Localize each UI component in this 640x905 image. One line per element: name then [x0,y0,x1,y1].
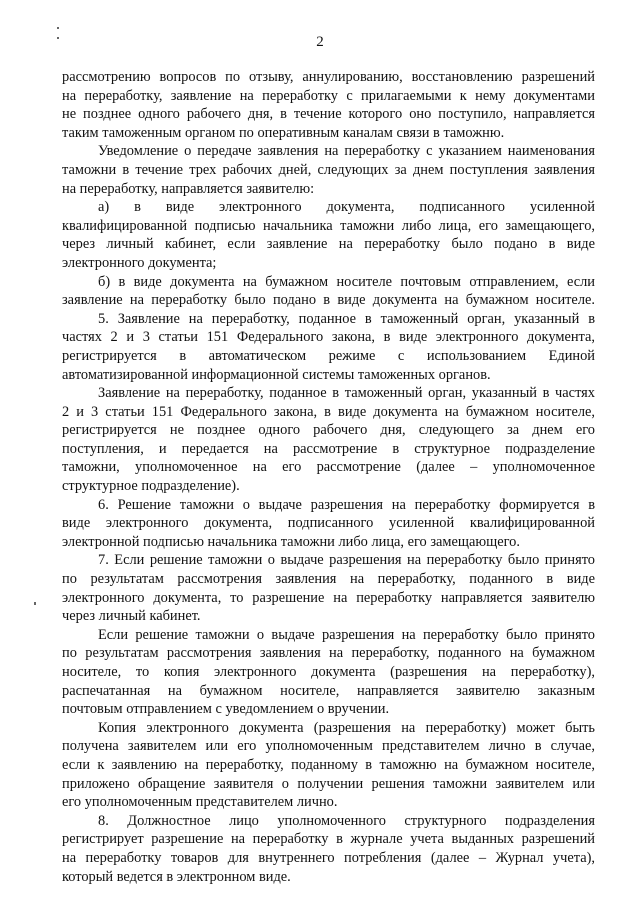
text-line: поступления, и передается на рассмотрение в структурное подразделение [62,440,595,457]
text-line: таким таможенным органом по оперативным каналам связи в таможню. [62,124,505,141]
text-line: на переработку, заявление на переработку с прилагаемыми к нему документами [62,87,595,104]
text-line: через личный кабинет, если заявление на переработку было подано в виде [62,236,595,253]
text-line: Если решение таможни о выдаче разрешения на переработку было принято [98,626,595,643]
text-line: его уполномоченным представителем лично. [62,794,338,811]
text-line: автоматизированной информационной системы таможенных органов. [62,366,491,383]
document-body [62,68,595,886]
text-line: почтовым отправлением с уведомлением о вручении. [62,701,390,718]
text-line: регистрируется в автоматическом режиме с использованием Единой [62,347,595,364]
text-line: 5. Заявление на переработку, поданное в таможенный орган, указанный в [98,310,595,327]
scan-speck [57,27,59,29]
text-line: по результатам рассмотрения заявления на переработку, поданного на бумажном [62,645,595,662]
text-line: а) в виде электронного документа, подписанного усиленной [98,199,595,216]
text-line: электронного документа; [62,254,217,271]
text-line: получена заявителем или его уполномоченным представителем лично в случае, [62,738,595,755]
text-line: носителе, то копия электронного документа (разрешения на переработку), [62,664,595,680]
scan-speck [57,37,59,39]
text-line: который ведется в электронном виде. [62,868,291,885]
text-line: Копия электронного документа (разрешения на переработку) может быть [98,719,595,736]
text-line: квалифицированной подписью начальника таможни либо лица, его замещающего, [62,217,595,234]
text-line: рассмотрению вопросов по отзыву, аннулированию, восстановлению разрешений [62,69,595,85]
text-line: если к заявлению на переработку, поданному в таможню на бумажном носителе, [62,756,595,773]
scan-speck [34,602,36,605]
text-line: заявление на переработку было подано в виде документа на бумажном носителе. [62,292,595,309]
text-line: регистрируется не позднее одного рабочего дня, следующего за днем его [62,422,595,439]
page-number: 2 [316,34,324,50]
text-line: на переработку товаров для внутреннего потребления (далее – Журнал учета), [62,849,595,866]
text-line: на переработку, направляется заявителю: [62,180,315,197]
text-line: виде электронного документа, подписанного усиленной квалифицированной [62,515,595,532]
text-line: регистрирует разрешение на переработку в журнале учета выданных разрешений [62,831,595,848]
text-line: таможни, уполномоченное на его рассмотрение (далее – уполномоченное [62,459,595,476]
text-line: по результатам рассмотрения заявления на переработку, поданного в виде [62,571,595,588]
text-line: не позднее одного рабочего дня, в течение которого оно поступило, направляется [62,106,595,123]
text-line: таможни в течение трех рабочих дней, следующих за днем поступления заявления [62,161,595,178]
text-line: приложено обращение заявителя о получении решения таможни заявителем или [62,775,595,792]
text-line: 7. Если решение таможни о выдаче разрешения на переработку было принято [98,552,595,569]
text-line: 2 и 3 статьи 151 Федерального закона, в виде документа на бумажном носителе, [62,403,595,420]
text-line: 8. Должностное лицо уполномоченного структурного подразделения [98,812,595,829]
text-line: распечатанная на бумажном носителе, направляется заявителю заказным [62,682,595,699]
text-line: б) в виде документа на бумажном носителе почтовым отправлением, если [98,273,595,290]
text-line: Уведомление о передаче заявления на переработку с указанием наименования [98,143,595,160]
text-line: частях 2 и 3 статьи 151 Федерального закона, в виде электронного документа, [62,329,595,346]
text-line: электронного документа, то разрешение на переработку направляется заявителю [62,589,595,606]
text-line: 6. Решение таможни о выдаче разрешения на переработку формируется в [98,496,595,513]
text-line: электронной подписью начальника таможни либо лица, его замещающего. [62,533,520,550]
text-line: Заявление на переработку, поданное в таможенный орган, указанный в частях [98,385,595,402]
text-line: структурное подразделение). [62,478,240,495]
text-line: через личный кабинет. [62,608,201,625]
